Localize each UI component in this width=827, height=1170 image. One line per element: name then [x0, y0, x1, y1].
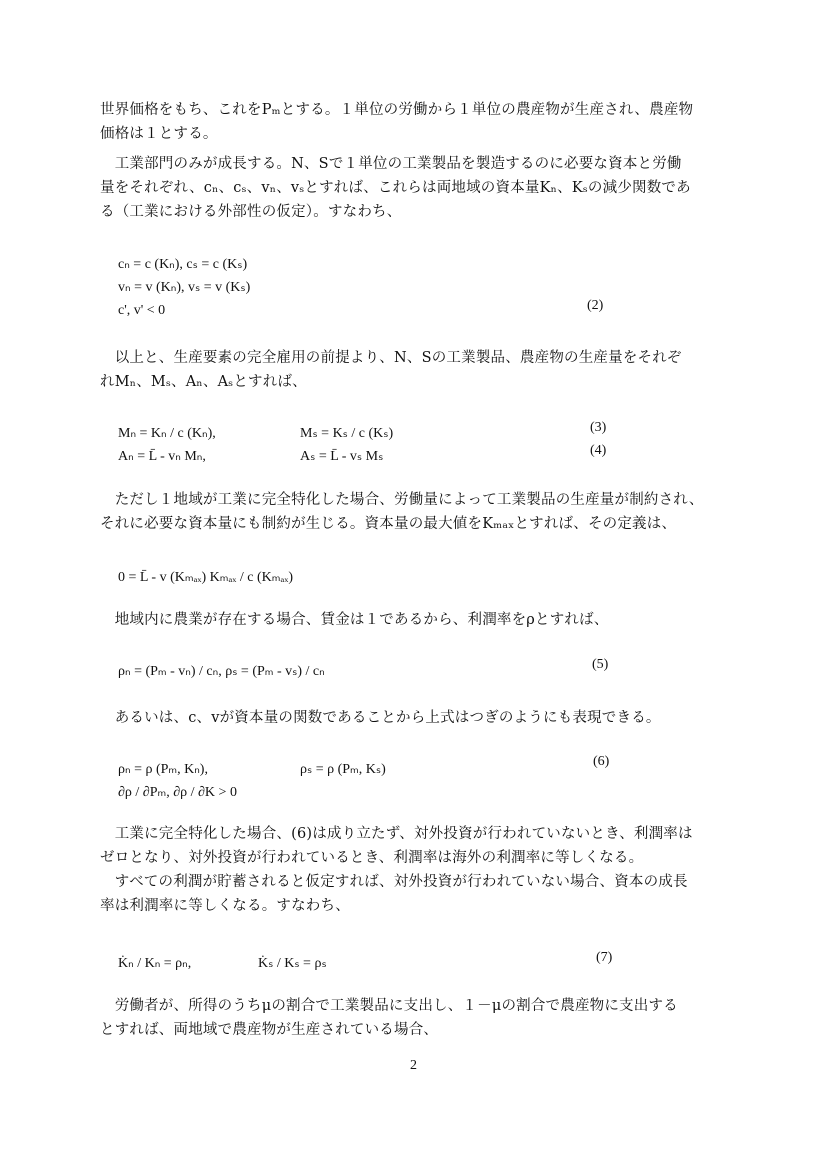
- equation-line: 0 = L̄ - v (Kₘₐₓ) Kₘₐₓ / c (Kₘₐₓ): [118, 570, 294, 585]
- equation-number: (7): [596, 950, 613, 965]
- paragraph-growth-rate: [100, 822, 760, 918]
- paragraph-alternative-form: [100, 706, 760, 730]
- equation-block-6: [118, 758, 386, 804]
- text-line: 量をそれぞれ、cₙ、cₛ、vₙ、vₛとすれば、これらは両地域の資本量Kₙ、Kₛの減少関数であ: [100, 180, 691, 196]
- equation-row-4: [118, 445, 384, 468]
- paragraph-profit-rate: [100, 608, 760, 632]
- equation-number: (4): [590, 443, 607, 458]
- equation-block-5: [118, 660, 325, 683]
- equation-block-3-4: [118, 422, 394, 468]
- paragraph-industry-growth: [100, 152, 760, 224]
- text-line: 労働者が、所得のうちμの割合で工業製品に支出し、１－μの割合で農産物に支出する: [100, 998, 678, 1014]
- equation-right: Mₛ = Kₛ / c (Kₛ): [300, 426, 394, 441]
- equation-row-6: [118, 758, 386, 781]
- text-line: ただし１地域が工業に完全特化した場合、労働量によって工業製品の生産量が制約され、: [100, 492, 704, 508]
- text-line: 以上と、生産要素の完全雇用の前提より、N、Sの工業製品、農産物の生産量をそれぞ: [100, 350, 682, 366]
- equation-right: Aₛ = L̄ - vₛ Mₛ: [300, 449, 384, 464]
- equation-line: c', v' < 0: [118, 303, 166, 318]
- text-line: あるいは、c、vが資本量の関数であることから上式はつぎのようにも表現できる。: [100, 710, 661, 726]
- text-line: とすれば、両地域で農産物が生産されている場合、: [100, 1022, 439, 1038]
- equation-number: (3): [590, 420, 607, 435]
- equation-line: ρₙ = (Pₘ - vₙ) / cₙ, ρₛ = (Pₘ - vₛ) / cₙ: [118, 664, 325, 679]
- text-line: 率は利潤率に等しくなる。すなわち、: [100, 898, 350, 914]
- equation-right: ρₛ = ρ (Pₘ, Kₛ): [300, 762, 386, 777]
- text-line: すべての利潤が貯蓄されると仮定すれば、対外投資が行われていない場合、資本の成長: [100, 874, 688, 890]
- equation-line: ∂ρ / ∂Pₘ, ∂ρ / ∂K > 0: [118, 785, 237, 800]
- text-line: 工業部門のみが成長する。N、Sで１単位の工業製品を製造するのに必要な資本と労働: [100, 156, 682, 172]
- equation-left: Mₙ = Kₙ / c (Kₙ),: [118, 426, 216, 441]
- equation-line: vₙ = v (Kₙ), vₛ = v (Kₛ): [118, 280, 251, 295]
- equation-block-7: [118, 952, 327, 975]
- equation-left: Aₙ = L̄ - vₙ Mₙ,: [118, 449, 206, 464]
- equation-line: cₙ = c (Kₙ), cₛ = c (Kₛ): [118, 257, 248, 272]
- page-number: 2: [410, 1058, 417, 1073]
- equation-block-2: [118, 253, 250, 322]
- text-line: それに必要な資本量にも制約が生じる。資本量の最大値をKₘₐₓとすれば、その定義は、: [100, 516, 677, 532]
- text-line: 価格は１とする。: [100, 126, 218, 142]
- equation-left: ρₙ = ρ (Pₘ, Kₙ),: [118, 762, 208, 777]
- text-line: る（工業における外部性の仮定）。すなわち、: [100, 204, 402, 220]
- equation-number: (5): [592, 657, 609, 672]
- equation-kmax: [118, 566, 293, 589]
- text-line: 地域内に農業が存在する場合、賃金は１であるから、利潤率をρとすれば、: [100, 612, 609, 628]
- text-line: れMₙ、Mₛ、Aₙ、Aₛとすれば、: [100, 374, 307, 390]
- equation-number: (6): [593, 754, 610, 769]
- paragraph-world-price: [100, 98, 760, 146]
- equation-number: (2): [587, 298, 604, 313]
- equation-row-7: [118, 952, 327, 975]
- equation-row-3: [118, 422, 394, 445]
- text-line: ゼロとなり、対外投資が行われているとき、利潤率は海外の利潤率に等しくなる。: [100, 850, 644, 866]
- equation-left: K̇ₙ / Kₙ = ρₙ,: [118, 956, 192, 971]
- paragraph-specialization: [100, 488, 760, 536]
- equation-right: K̇ₛ / Kₛ = ρₛ: [258, 956, 327, 971]
- paragraph-consumption-share: [100, 994, 760, 1042]
- paragraph-full-employment: [100, 346, 760, 394]
- text-line: 世界価格をもち、これをPₘとする。１単位の労働から１単位の農産物が生産され、農産物: [100, 102, 694, 118]
- text-line: 工業に完全特化した場合、(6)は成り立たず、対外投資が行われていないとき、利潤率は: [100, 826, 693, 842]
